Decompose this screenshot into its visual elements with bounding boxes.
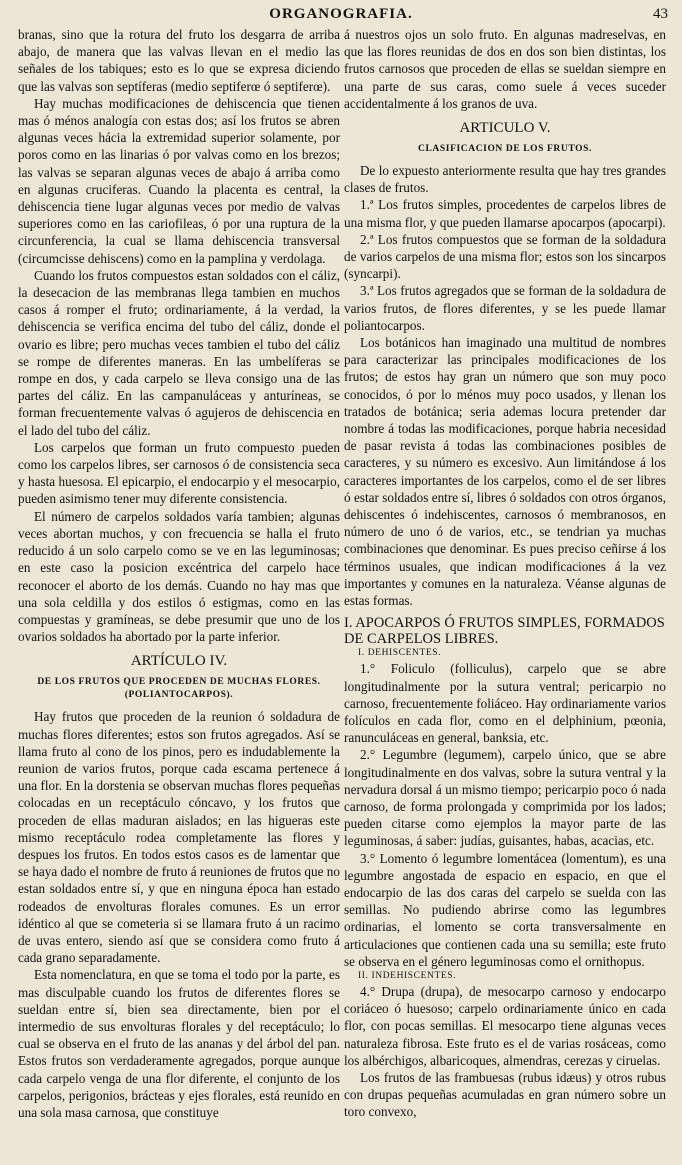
paragraph: Hay frutos que proceden de la reunion ó soldadura de muchas flores diferentes; estos son frutos agregados. Así se llama fruto al cono de los pinos, pero es indudablemente la reunion de varios frutos, porque cada escama pertenece á una flor. En la dorstenia se observan muchas flores pequeñas colocadas en un receptáculo cóncavo, y los frutos que proceden de ellas maduran aislados; en las higueras este mismo receptáculo rodea completamente las flores y despues los frutos. En todos estos casos es de lamentar que se haya dado el nombre de fruto á reuniones de frutos que no estan soldados entre sí, y que en ninguna época han estado rodeados de envolturas florales comunes. Es un error idéntico al que se cometeria si se llamara fruto á un racimo de uvas entero, siendo así que se considera como fruto á cada grano separadamente. <box>18 709 340 966</box>
left-column <box>18 26 340 1121</box>
article-subheading: DE LOS FRUTOS QUE PROCEDEN DE MUCHAS FLORES. (POLIANTOCARPOS). <box>37 677 321 701</box>
paragraph: Hay muchas modificaciones de dehiscencia que tienen mas ó ménos analogía con estas dos; así los frutos se abren algunas veces hácia la extremidad superior solamente, por poros como en las linarias ó por valvas como en los brezos; las valvas se separan algunas veces de abajo á arriba como en algunas cruciferas. Cuando la placenta es central, la dehiscencia tiene lugar algunas veces por medio de valvas superiores como en las cariofileas, ó por una ruptura de la circunferencia, la cual se llama dehiscencia transversal (circumcisse dehiscens) como en la pamplina y verdolaga. <box>18 95 340 266</box>
paragraph: 2.° Legumbre (legumem), carpelo único, que se abre longitudinalmente en dos valvas, sobre la sutura ventral y la nervadura dorsal á un mismo tiempo; pericarpio poco ó nada carnoso, de forma prolongada y comprimida por los lados; pueden citarse como ejemplos la mayor parte de las leguminosas, á saber: judías, guisantes, habas, acacias, etc. <box>344 747 666 849</box>
paragraph: Los carpelos que forman un fruto compuesto pueden como los carpelos libres, ser carnosos ó de consistencia seca y hasta huesosa. El epicarpio, el endocarpio y el mesocarpio, pueden asimismo tener muy diferente consistencia. <box>18 439 340 507</box>
paragraph: branas, sino que la rotura del fruto los desgarra de arriba abajo, de manera que las valvas llevan en el medio las señales de los tabiques; esto es lo que se expresa diciendo que las valvas son septíferas (medio septiferœ ó septiferœ). <box>18 27 340 94</box>
paragraph: Los frutos de las frambuesas (rubus idæus) y otros rubus con drupas pequeñas acumuladas en gran número sobre un toro convexo, <box>344 1069 666 1120</box>
paragraph: 4.° Drupa (drupa), de mesocarpo carnoso y endocarpo coriáceo ó huesoso; carpelo ordinariamente único en cada flor, con pocas semillas. El mesocarpo tiene algunas veces naturaleza fibrosa. Este fruto es el de varias rosáceas, como los albérchigos, albaricoques, almendras, cerezas y ciruelas. <box>344 983 666 1068</box>
article-heading: ARTÍCULO IV. <box>130 653 228 670</box>
page-number: 43 <box>653 6 668 22</box>
paragraph: 1.ª Los frutos simples, procedentes de carpelos libres de una misma flor, y que pueden llamarse apocarpos (apocarpi). <box>344 197 666 230</box>
page-header <box>12 6 670 26</box>
paragraph: Cuando los frutos compuestos estan soldados con el cáliz, la desecacion de las membranas llega tambien en muchos casos á romper el fruto; ordinariamente, á la verdad, la dehiscencia se verifica encima del tubo del cáliz, donde el ovario es libre; pero muchas veces tambien el tubo del cáliz se rompe de diferentes maneras. En las umbelíferas se rompe en dos, y cada carpelo se lleva consigo una de las partes del cáliz. En las campanuláceas y anturíneas, se forman frecuentemente valvas ó agujeros de dehiscencia en el lado del tubo del cáliz. <box>18 267 340 438</box>
paragraph: Esta nomenclatura, en que se toma el todo por la parte, es mas disculpable cuando los frutos de diferentes flores se sueldan entre sí, bien sea directamente, bien por el intermedio de sus envolturas florales y del receptáculo; lo cual se observa en el fruto de las ananas y del árbol del pan. Estos frutos son verdaderamente agregados, porque aunque cada carpelo venga de una flor diferente, el conjunto de los carpelos, perigonios, brácteas y ejes florales, está reunido en una sola masa carnosa, que constituye <box>18 967 340 1120</box>
article-heading: ARTICULO V. <box>459 120 551 137</box>
paragraph: 1.° Foliculo (folliculus), carpelo que se abre longitudinalmente por la sutura ventral; pericarpio no carnoso, frecuentemente foliáceo. Hay ordinariamente varios folículos en cada flor, como en el delphinium, pœonia, ranunculáceas en general, banksia, etc. <box>344 661 666 746</box>
paragraph: De lo expuesto anteriormente resulta que hay tres grandes clases de frutos. <box>344 163 666 196</box>
right-column <box>344 26 666 1121</box>
paragraph: El número de carpelos soldados varía tambien; algunas veces abortan muchos, y con frecuencia se halla el fruto reducido á un solo carpelo como se ve en las leguminosas; en este caso la posicion excéntrica del carpelo hace reconocer el aborto de los demás. Cuando no hay mas que una sola celdilla y dos estilos ó estigmas, como en las compuestas y gramíneas, se debe presumir que uno de los ovarios soldados ha abortado por la parte inferior. <box>18 508 340 645</box>
running-title: ORGANOGRAFIA. <box>269 6 413 22</box>
paragraph: 3.ª Los frutos agregados que se forman de la soldadura de varios frutos, de flores diferentes, y se les puede llamar poliantocarpos. <box>344 283 666 333</box>
paragraph: 2.ª Los frutos compuestos que se forman de la soldadura de varios carpelos de una misma flor; estos son los sincarpos (syncarpi). <box>344 231 666 282</box>
paragraph: Los botánicos han imaginado una multitud de nombres para caracterizar las principales modificaciones de los frutos; de estos hay gran un número que son muy poco conocidos, ó por lo ménos muy poco usados, y llenan los tratados de botánica; seria ademas locura pretender dar nombre á todas las modificaciones, porque habria necesidad de pasar revista á todas las combinaciones posibles de caracteres, y su número es excesivo. Aun limitándose á los caracteres importantes de los carpelos, como el de ser libres ó estar soldados entre sí, libres ó soldados con otros órganos, dehiscentes ó indehiscentes, carnosos ó membranosos, en número de uno ó de varios, etc., se tendrian ya muchas combinaciones que denominar. Es pues preciso ceñirse á los términos usuales, que indican modificaciones á la vez importantes y comunes en la naturaleza. Véanse algunas de estas formas. <box>344 335 666 609</box>
section-heading: I. APOCARPOS Ó FRUTOS SIMPLES, FORMADOS DE CARPELOS LIBRES. <box>344 615 665 648</box>
article-subheading: CLASIFICACION DE LOS FRUTOS. <box>418 144 592 155</box>
paragraph: 3.° Lomento ó legumbre lomentácea (lomentum), es una legumbre angostada de espacio en espacio, en que el endocarpio de las dos caras del carpelo se suelda con las semillas. No pudiendo abrirse como las legumbres ordinarias, el lomento se corta transversalmente en articulaciones que contienen cada una su semilla; este fruto se observa en el género leguminosas como el ornithopus. <box>344 850 666 969</box>
subsection-heading: I. DEHISCENTES. <box>358 648 442 659</box>
paragraph: á nuestros ojos un solo fruto. En algunas madreselvas, en que las flores reunidas de dos en dos son bien distintas, los frutos carnosos que proceden de ellas se sueldan siempre en una parte de sus caras, como suele á veces suceder accidentalmente á los granos de uva. <box>344 27 666 111</box>
subsection-heading: II. INDEHISCENTES. <box>358 970 457 981</box>
